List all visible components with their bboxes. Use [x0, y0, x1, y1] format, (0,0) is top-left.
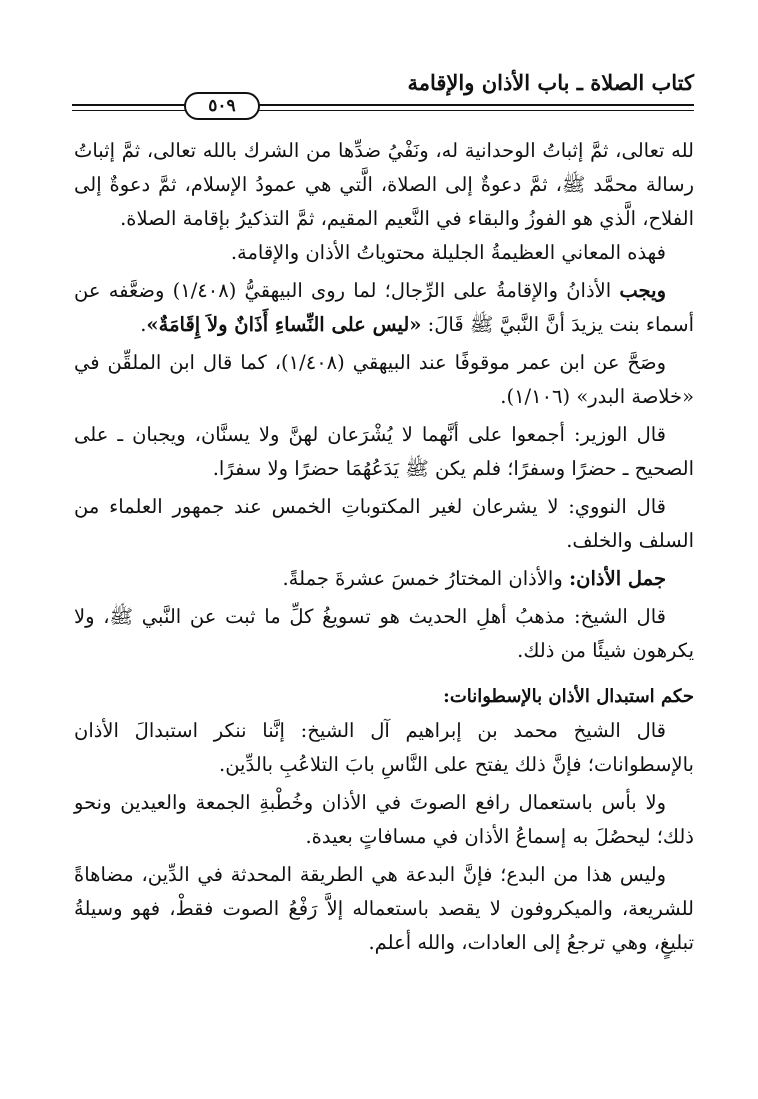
lead-word: ويجب [619, 279, 666, 302]
page-header [72, 62, 694, 122]
paragraph [74, 562, 694, 596]
paragraph: ولا بأس باستعمال رافع الصوتَ في الأذان وخُطْبةِ الجمعة والعيدين ونحو ذلك؛ ليحصُلَ به إسماعُ الأذان في مسافاتٍ بعيدة. [74, 791, 694, 848]
subheading-inline: جمل الأذان: [568, 567, 666, 590]
paragraph: لله تعالى، ثمَّ إثباتُ الوحدانية له، ونَفْيُ ضدِّها من الشرك بالله تعالى، ثمَّ إثباتُ رسالة محمَّد ﷺ، ثمَّ دعوةٌ إلى الصلاة، الَّتي هي عمودُ الإسلام، ثمَّ دعوةٌ إلى الفلاح، الَّذي هو الفوزُ والبقاء في النَّعيم المقيم، ثمَّ التذكيرُ بإقامة الصلاة. [74, 139, 694, 230]
paragraph: فهذه المعاني العظيمةُ الجليلة محتوياتُ الأذان والإقامة. [230, 241, 666, 264]
hadith-quote: «ليس على النِّساءِ أَذَانٌ ولاَ إِقَامَةٌ» [146, 313, 422, 336]
paragraph: قال الشيخ محمد بن إبراهيم آل الشيخ: إنَّنا ننكر استبدالَ الأذان بالإسطوانات؛ فإنَّ ذلك يفتح على النَّاسِ بابَ التلاعُبِ بالدِّين. [74, 719, 694, 776]
page-body [74, 134, 694, 960]
section-heading: حكم استبدال الأذان بالإسطوانات: [443, 686, 694, 707]
header-rule-thin [72, 110, 694, 111]
paragraph: وصَحَّ عن ابن عمر موقوفًا عند البيهقي (١/٤٠٨)، كما قال ابن الملقِّن في «خلاصة البدر» (١/١٠٦). [74, 351, 694, 408]
page-number: ٥٠٩ [184, 92, 260, 120]
paragraph [74, 274, 694, 342]
paragraph: قال الوزير: أجمعوا على أنَّهما لا يُشْرَعان لهنَّ ولا يسنَّان، ويجبان ـ على الصحيح ـ حضرًا وسفرًا؛ فلم يكن ﷺ يَدَعُهُمَا حضرًا ولا سفرًا. [74, 423, 694, 480]
text-run: الأذانُ والإقامةُ على الرِّجال؛ لما روى البيهقيُّ (١/٤٠٨) وضعَّفه عن أسماء بنت يزيدَ أنَّ النَّبيَّ ﷺ قَالَ: [74, 279, 694, 336]
header-rule [72, 104, 694, 106]
running-title: كتاب الصلاة ـ باب الأذان والإقامة [407, 70, 694, 95]
text-run: . [140, 313, 147, 336]
paragraph: قال الشيخ: مذهبُ أهلِ الحديث هو تسويغُ كلِّ ما ثبت عن النَّبي ﷺ، ولا يكرهون شيئًا من ذلك. [74, 605, 694, 662]
text-run: والأذان المختارُ خمسَ عشرةَ جملةً. [282, 567, 569, 590]
paragraph: وليس هذا من البدع؛ فإنَّ البدعة هي الطريقة المحدثة في الدِّين، مضاهاةً للشريعة، والميكروفون لا يقصد باستعماله إلاَّ رَفْعُ الصوت فقطْ، فهو وسيلةُ تبليغٍ، وهي ترجعُ إلى العادات، والله أعلم. [74, 863, 694, 954]
paragraph: قال النووي: لا يشرعان لغير المكتوباتِ الخمس عند جمهور العلماء من السلف والخلف. [74, 495, 694, 552]
